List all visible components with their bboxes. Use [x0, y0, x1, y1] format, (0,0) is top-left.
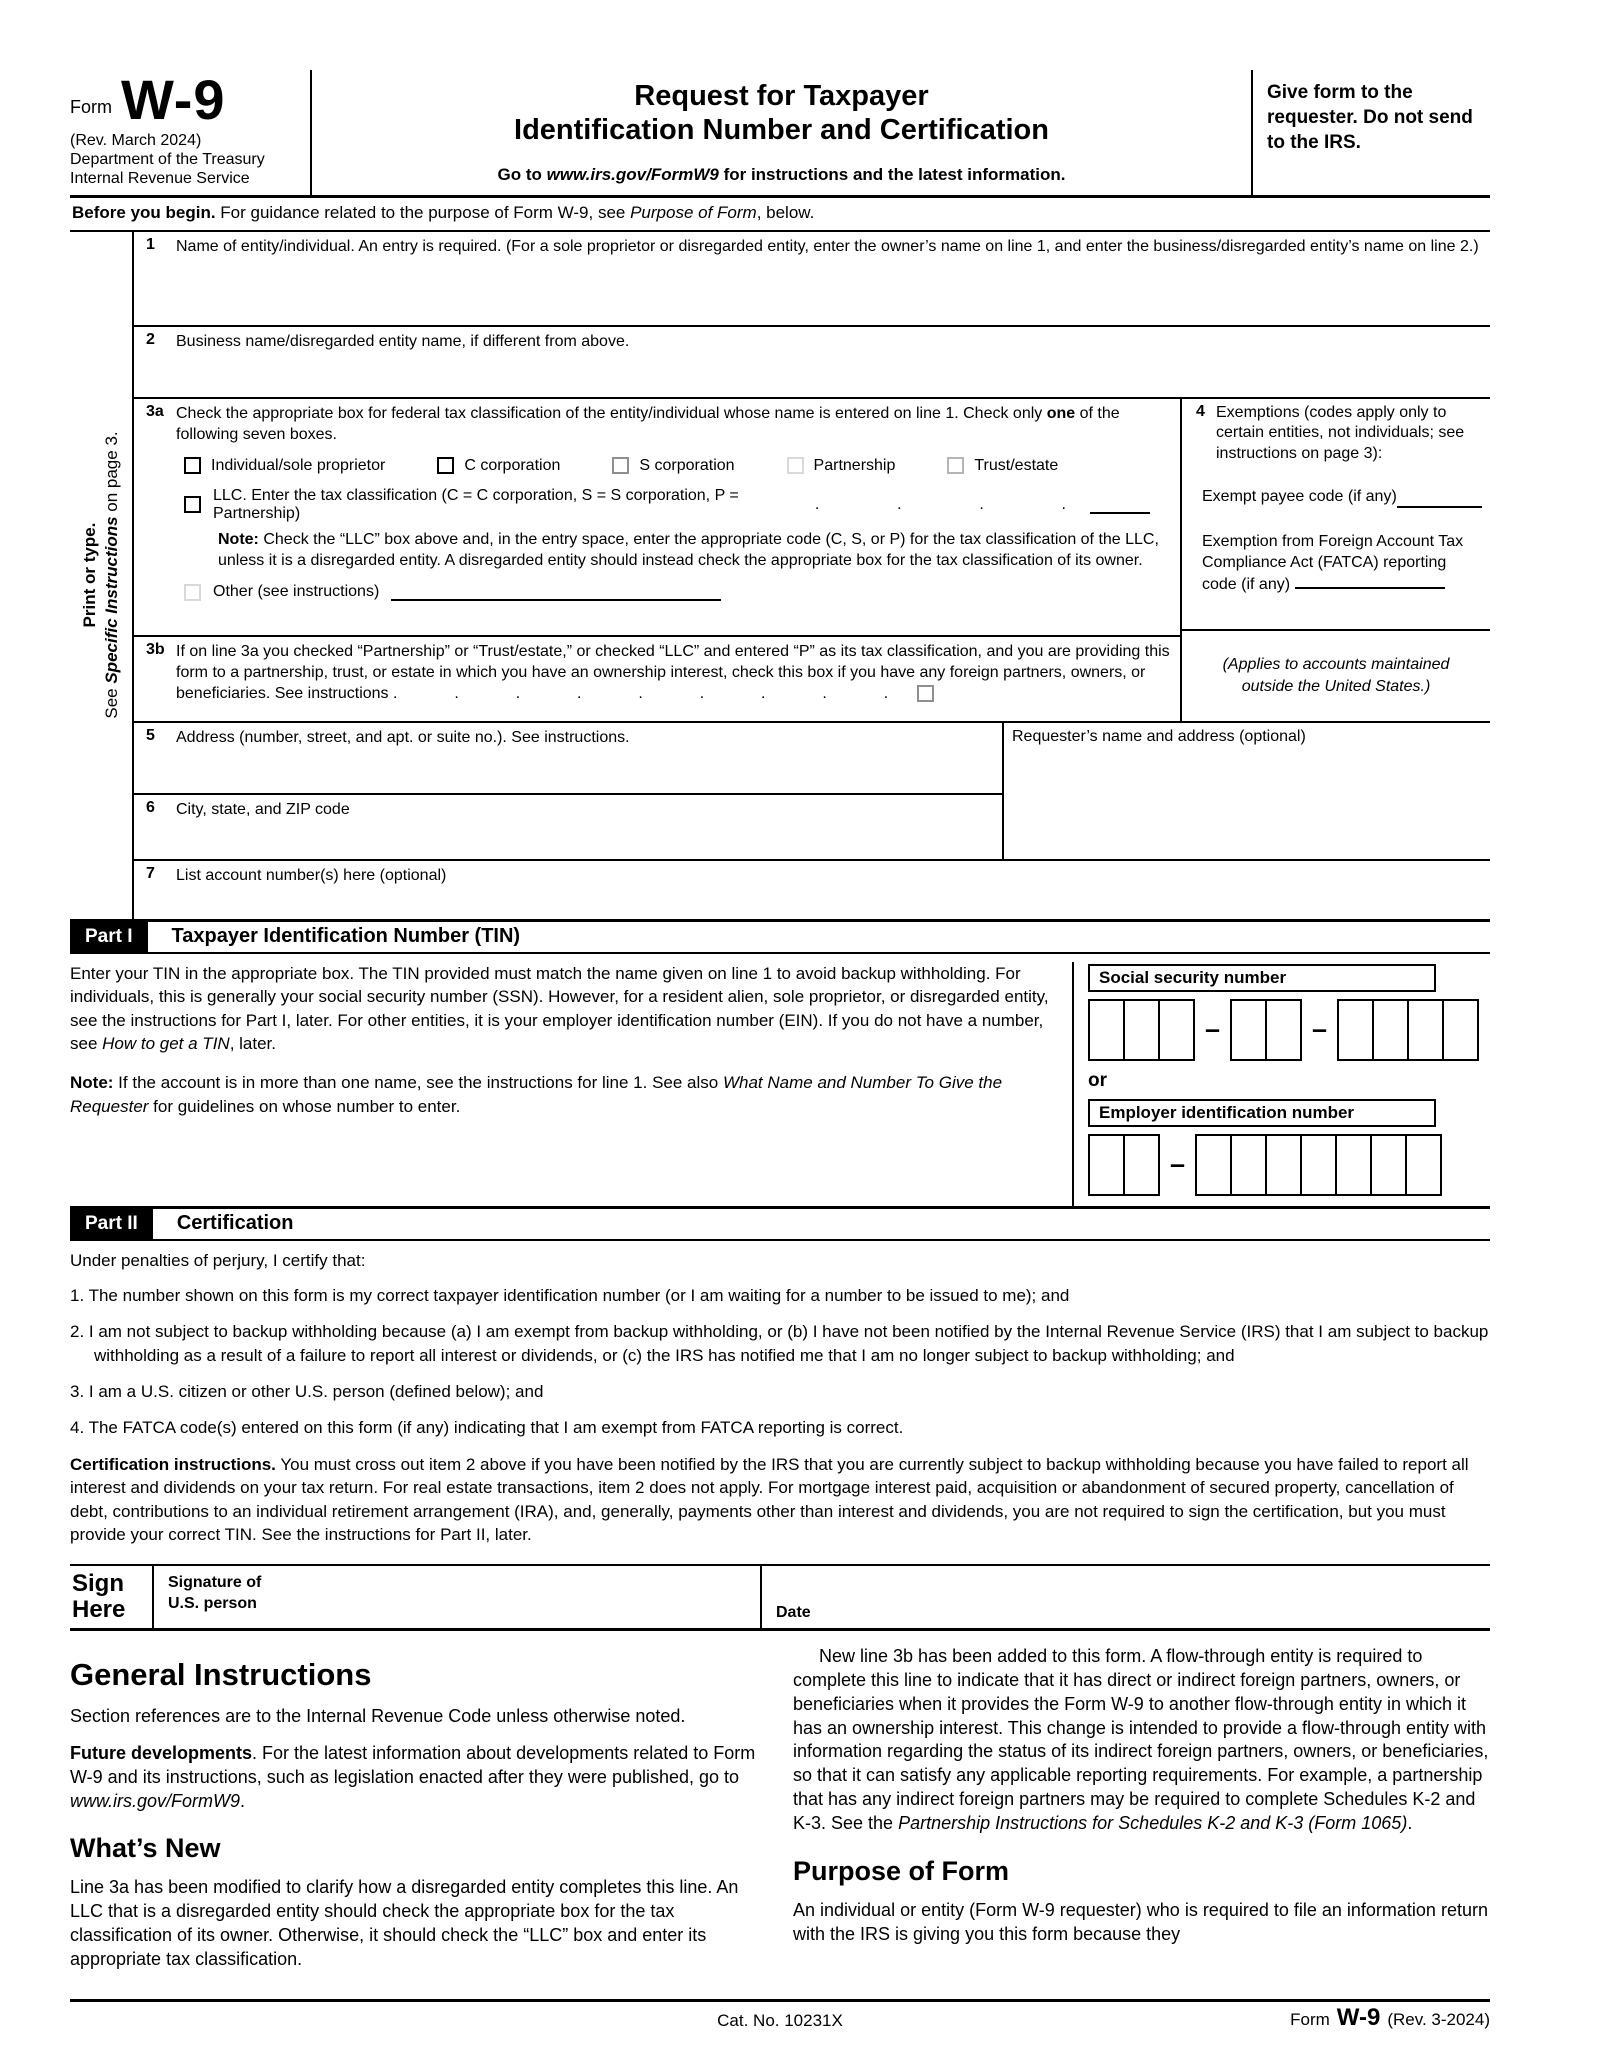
- ssn-digit-box[interactable]: [1123, 999, 1160, 1061]
- line5-label: Address (number, street, and apt. or suite no.). See instructions.: [176, 728, 630, 746]
- ein-digit-box[interactable]: [1300, 1134, 1337, 1196]
- footer-form-word: Form: [1290, 2010, 1330, 2029]
- signature-cell: [154, 1566, 762, 1628]
- classification-checkbox-row: [134, 445, 1180, 475]
- line7-account-numbers-field[interactable]: [134, 859, 1490, 919]
- line3-classification-row: [134, 397, 1490, 721]
- footer-form-id: [1290, 2004, 1490, 2032]
- exempt-payee-line: [1202, 487, 1482, 508]
- other-label: Other (see instructions): [213, 583, 380, 601]
- exempt-payee-label: Exempt payee code (if any): [1202, 488, 1397, 506]
- line3b-label-wrap: [176, 641, 1180, 704]
- c-corporation-checkbox[interactable]: [437, 457, 454, 474]
- tin-entry-column: [1072, 962, 1490, 1206]
- form-header: [70, 70, 1490, 198]
- ssn-group-3: [1337, 999, 1479, 1061]
- llc-dot-leader: . . . .: [814, 495, 1078, 513]
- form-title-block: [312, 70, 1253, 195]
- llc-checkbox[interactable]: [184, 496, 201, 513]
- fields-column: [134, 232, 1490, 919]
- part1-paragraph: Enter your TIN in the appropriate box. The TIN provided must match the name given on line 1 to avoid backup withholding. For individuals, this is generally your social security number (SSN). However, for a resident alien, sole proprietor, or disregarded entity, see the instructions for Part I, later. For other entities, it is your employer identification number (EIN). If you do not have a number, see How to get a TIN, later.: [70, 963, 1049, 1053]
- s-corporation-label: S corporation: [639, 456, 735, 474]
- classification-option-individual: [184, 457, 385, 475]
- other-checkbox[interactable]: [184, 584, 201, 601]
- line4-exemptions-block: [1182, 399, 1490, 629]
- certification-item-3: 3. I am a U.S. citizen or other U.S. person (defined below); and: [70, 1381, 544, 1401]
- fatca-label: Exemption from Foreign Account Tax Compliance Act (FATCA) reporting code (if any): [1202, 532, 1464, 594]
- print-or-type-line2: See Specific Instructions on page 3.: [102, 431, 121, 719]
- new-line-3b-paragraph: New line 3b has been added to this form. A flow-through entity is required to complete this line to indicate that it has direct or indirect foreign partners, owners, or beneficiaries when it provides the Form W-9 to another flow-through entity in which it has an ownership interest. This change is intended to provide a flow-through entity with information regarding the status of its indirect foreign partners, owners, or beneficiaries, so that it can satisfy any applicable reporting requirements. For example, a partnership that has any indirect foreign partners may be required to complete Schedules K-2 and K-3. See the Partnership Instructions for Schedules K-2 and K-3 (Form 1065).: [793, 1645, 1489, 1834]
- line3b-foreign-partners-block: [134, 635, 1180, 721]
- ein-digit-row: [1088, 1134, 1490, 1196]
- instructions-columns: [70, 1645, 1490, 1986]
- form-number: W-9: [121, 68, 226, 131]
- before-you-begin-line: Before you begin. For guidance related to the purpose of Form W-9, see Purpose of Form, below.: [70, 198, 1490, 232]
- page-footer: [70, 1999, 1490, 2031]
- ein-digit-box[interactable]: [1335, 1134, 1372, 1196]
- line3-left-column: [134, 399, 1182, 721]
- line3a-block: [134, 399, 1180, 635]
- ssn-dash: –: [1205, 1014, 1221, 1045]
- ein-digit-box[interactable]: [1370, 1134, 1407, 1196]
- individual-sole-proprietor-checkbox[interactable]: [184, 457, 201, 474]
- line5-number: 5: [146, 726, 155, 744]
- print-or-type-line1: Print or type.: [79, 522, 99, 628]
- line7-label: List account number(s) here (optional): [176, 866, 447, 884]
- certification-instructions: Certification instructions. You must cross out item 2 above if you have been notified by the IRS that you are currently subject to backup withholding because you have failed to report all interest and dividends on your tax return. For real estate transactions, item 2 does not apply. For mortgage interest paid, acquisition or abandonment of secured property, cancellation of debt, contributions to an individual retirement arrangement (IRA), and, generally, payments other than interest and dividends, you are not required to sign the certification, but you must provide your correct TIN. See the instructions for Part II, later.: [70, 1454, 1469, 1545]
- line3a-number: 3a: [146, 402, 164, 420]
- ein-label-box: Employer identification number: [1088, 1099, 1436, 1127]
- individual-sole-proprietor-label: Individual/sole proprietor: [211, 456, 386, 474]
- line5-6-row: [134, 721, 1490, 859]
- ssn-digit-box[interactable]: [1442, 999, 1479, 1061]
- ssn-digit-row: [1088, 999, 1490, 1061]
- s-corporation-checkbox[interactable]: [612, 457, 629, 474]
- give-form-note: Give form to the requester. Do not send to the IRS.: [1267, 82, 1473, 154]
- part1-body: [70, 954, 1490, 1206]
- line1-number: 1: [146, 235, 155, 253]
- part2-body: [70, 1251, 1490, 1547]
- instructions-right-column: [793, 1645, 1490, 1986]
- llc-label: LLC. Enter the tax classification (C = C corporation, S = S corporation, P = Partnership): [213, 486, 739, 522]
- form-revision: (Rev. March 2024): [70, 131, 202, 149]
- agency-line: Internal Revenue Service: [70, 170, 250, 188]
- requester-name-address-field[interactable]: [1002, 723, 1490, 859]
- line3a-label: Check the appropriate box for federal tax classification of the entity/individual whose name is entered on line 1. Check only one of the following seven boxes.: [176, 404, 1120, 443]
- signature-entry-area[interactable]: [368, 1572, 760, 1622]
- line2-label: Business name/disregarded entity name, if different from above.: [176, 332, 630, 350]
- other-entry-line[interactable]: [391, 583, 721, 601]
- goto-instructions-line: Go to www.irs.gov/FormW9 for instructions and the latest information.: [497, 164, 1066, 184]
- ein-digit-box[interactable]: [1405, 1134, 1442, 1196]
- section-references-paragraph: Section references are to the Internal Revenue Code unless otherwise noted.: [70, 1705, 686, 1726]
- sign-here-row: [70, 1564, 1490, 1631]
- fatca-entry-line[interactable]: [1295, 573, 1445, 589]
- future-developments-paragraph: Future developments. For the latest information about developments related to Form W-9 and its instructions, such as legislation enacted after they were published, go to www.irs.gov/FormW9.: [70, 1742, 756, 1811]
- ein-digit-box[interactable]: [1230, 1134, 1267, 1196]
- part2-header-bar: [70, 1206, 1490, 1241]
- print-or-type-sidebar: [70, 232, 134, 919]
- ein-dash: –: [1170, 1149, 1186, 1180]
- certification-item-4: 4. The FATCA code(s) entered on this form (if any) indicating that I am exempt from FATCA reporting is correct.: [70, 1418, 904, 1438]
- ssn-digit-box[interactable]: [1265, 999, 1302, 1061]
- form-id-block: [70, 70, 312, 195]
- form-title-line1: Request for Taxpayer: [634, 80, 929, 112]
- ssn-digit-box[interactable]: [1158, 999, 1195, 1061]
- other-option-line: [134, 571, 1180, 601]
- print-or-type-label: [79, 225, 123, 925]
- ssn-digit-box[interactable]: [1230, 999, 1267, 1061]
- purpose-of-form-title: Purpose of Form: [793, 1856, 1010, 1887]
- ein-group-2: [1195, 1134, 1442, 1196]
- llc-code-entry-line[interactable]: [1090, 496, 1150, 514]
- ssn-digit-box[interactable]: [1407, 999, 1444, 1061]
- line3b-number: 3b: [146, 640, 165, 658]
- form-word: Form: [70, 96, 112, 117]
- ssn-digit-box[interactable]: [1372, 999, 1409, 1061]
- ein-group-1: [1088, 1134, 1160, 1196]
- date-label: Date: [776, 1603, 811, 1621]
- certification-item-1: 1. The number shown on this form is my correct taxpayer identification number (or I am waiting for a number to be issued to me); and: [70, 1285, 1070, 1305]
- line4-exemptions-column: [1182, 399, 1490, 721]
- line7-number: 7: [146, 864, 155, 882]
- classification-option-c-corp: [437, 457, 560, 475]
- form-title-line2: Identification Number and Certification: [514, 113, 1049, 146]
- instructions-left-column: [70, 1645, 767, 1986]
- line3b-dot-leader: . . . . . . . . .: [393, 684, 905, 702]
- ein-digit-box[interactable]: [1195, 1134, 1232, 1196]
- ein-digit-box[interactable]: [1123, 1134, 1160, 1196]
- classification-option-trust-estate: [947, 457, 1058, 475]
- llc-option-line: [134, 475, 1180, 523]
- signature-label: Signature of U.S. person: [168, 1573, 262, 1613]
- address-column: [134, 723, 1002, 859]
- part1-note: Note: If the account is in more than one name, see the instructions for line 1. See also What Name and Number To Give the Requester for guidelines on whose number to enter.: [70, 1073, 1003, 1116]
- part1-instructions-text: [70, 962, 1072, 1206]
- partnership-checkbox[interactable]: [787, 457, 804, 474]
- c-corporation-label: C corporation: [464, 456, 561, 474]
- date-cell[interactable]: [762, 1566, 1490, 1628]
- line2-number: 2: [146, 330, 155, 348]
- classification-option-s-corp: [612, 457, 734, 475]
- sign-here-label: Sign Here: [70, 1566, 154, 1628]
- line6-label: City, state, and ZIP code: [176, 800, 350, 818]
- general-instructions-title: General Instructions: [70, 1656, 372, 1692]
- part2-title: Certification: [176, 1212, 294, 1235]
- department-line: Department of the Treasury: [70, 150, 265, 168]
- certification-item-2: 2. I am not subject to backup withholding because (a) I am exempt from backup withholding, or (b) I have not been notified by the Internal Revenue Service (IRS) that I am subject to backup withholding as a result of a failure to report all interest or dividends, or (c) the IRS has notified me that I am no longer subject to backup withholding; and: [70, 1322, 1489, 1365]
- part2-badge: Part II: [70, 1209, 153, 1239]
- line3b-text: If on line 3a you checked “Partnership” or “Trust/estate,” or checked “LLC” and entered “P” as its tax classification, and you are providing this form to a partnership, trust, or estate in which you have an ownership interest, check this box if you have any foreign partners, owners, or beneficiaries. See instructions: [176, 642, 1170, 702]
- line1-label: Name of entity/individual. An entry is required. (For a sole proprietor or disregarded entity, enter the owner’s name on line 1, and enter the business/disregarded entity’s name on line 2.): [176, 237, 1479, 255]
- ssn-group-2: [1230, 999, 1302, 1061]
- part1-badge: Part I: [70, 922, 148, 952]
- foreign-partners-checkbox[interactable]: [917, 685, 934, 702]
- fatca-block: [1202, 532, 1482, 596]
- ssn-label-box: Social security number: [1088, 964, 1436, 992]
- footer-revision: (Rev. 3-2024): [1387, 2010, 1490, 2029]
- ssn-digit-box[interactable]: [1337, 999, 1374, 1061]
- ssn-digit-box[interactable]: [1088, 999, 1125, 1061]
- classification-option-partnership: [787, 457, 896, 475]
- applies-outside-us-note: (Applies to accounts maintained outside the United States.): [1182, 629, 1490, 721]
- exempt-payee-entry-line[interactable]: [1397, 490, 1482, 508]
- whats-new-title: What’s New: [70, 1833, 221, 1864]
- trust-estate-label: Trust/estate: [974, 456, 1059, 474]
- line4-number: 4: [1196, 402, 1205, 420]
- catalog-number: Cat. No. 10231X: [717, 2011, 843, 2031]
- ssn-dash: –: [1312, 1014, 1328, 1045]
- line2-business-name-field[interactable]: [134, 325, 1490, 397]
- part1-title: Taxpayer Identification Number (TIN): [171, 925, 521, 948]
- footer-form-number: W-9: [1336, 2004, 1381, 2032]
- purpose-of-form-paragraph: An individual or entity (Form W-9 requester) who is required to file an information return with the IRS is giving you this form because they: [793, 1900, 1488, 1945]
- ein-digit-box[interactable]: [1265, 1134, 1302, 1196]
- form-fields-section: [70, 232, 1490, 919]
- line5-address-field[interactable]: [134, 723, 1002, 793]
- certification-intro: Under penalties of perjury, I certify that:: [70, 1250, 366, 1270]
- ssn-group-1: [1088, 999, 1195, 1061]
- or-label: or: [1088, 1069, 1107, 1091]
- partnership-label: Partnership: [813, 456, 896, 474]
- trust-estate-checkbox[interactable]: [947, 457, 964, 474]
- line6-city-state-zip-field[interactable]: [134, 793, 1002, 859]
- llc-note: Note: Check the “LLC” box above and, in the entry space, enter the appropriate code (C, S, or P) for the tax classification of the LLC, unless it is a disregarded entity. A disregarded entity should instead check the appropriate box for the tax classification of its owner.: [218, 530, 1159, 569]
- line4-label: Exemptions (codes apply only to certain entities, not individuals; see instructions on page 3):: [1216, 403, 1465, 463]
- part1-header-bar: [70, 919, 1490, 954]
- requester-label: Requester’s name and address (optional): [1012, 727, 1306, 745]
- line6-number: 6: [146, 798, 155, 816]
- ein-digit-box[interactable]: [1088, 1134, 1125, 1196]
- whats-new-paragraph: Line 3a has been modified to clarify how a disregarded entity completes this line. An LLC that is a disregarded entity should check the appropriate box for the tax classification of its owner. Otherwise, it should check the “LLC” box and enter its appropriate tax classification.: [70, 1877, 739, 1970]
- line1-name-field[interactable]: [134, 232, 1490, 325]
